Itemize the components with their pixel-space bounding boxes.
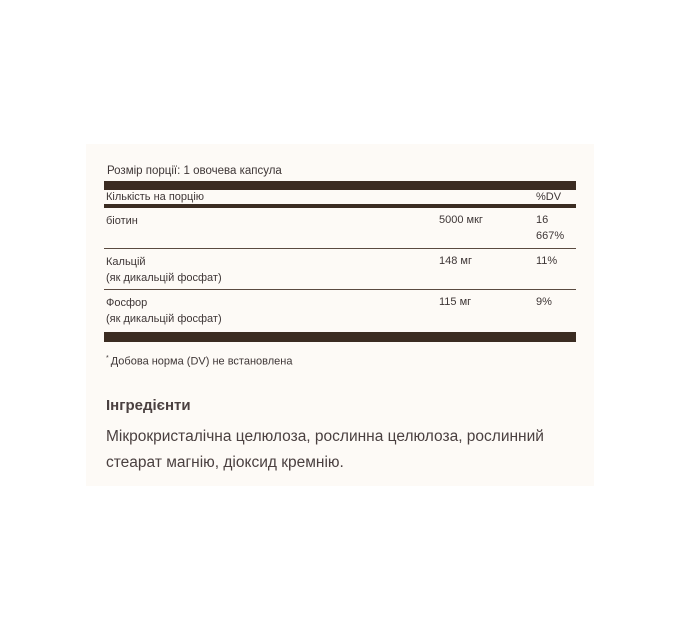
supplement-facts-panel <box>86 144 594 486</box>
nutrient-amount: 5000 мкг <box>439 214 483 226</box>
nutrient-dv-line1: 16 <box>536 214 549 226</box>
nutrient-name-main: Кальцій <box>106 256 146 268</box>
nutrient-dv-line2: 667% <box>536 230 565 242</box>
nutrient-name <box>106 213 138 229</box>
nutrient-dv <box>536 212 576 244</box>
bottom-thick-rule <box>104 332 576 342</box>
nutrient-amount: 148 мг <box>439 255 472 267</box>
table-row <box>104 208 576 248</box>
table-row <box>104 290 576 332</box>
nutrient-name <box>106 254 222 286</box>
table-row <box>104 249 576 289</box>
top-thick-rule <box>104 181 576 190</box>
serving-size: Розмір порції: 1 овочева капсула <box>107 165 282 177</box>
nutrient-name-sub: (як дикальцій фосфат) <box>106 313 222 325</box>
nutrient-name-sub: (як дикальцій фосфат) <box>106 272 222 284</box>
nutrient-dv-line1: 9% <box>536 296 552 308</box>
footnote-mark: * <box>106 355 109 362</box>
nutrient-amount: 115 мг <box>439 296 472 308</box>
dv-footnote <box>106 352 576 369</box>
nutrient-dv-line1: 11% <box>536 255 558 267</box>
ingredients-text: Мікрокристалічна целюлоза, рослинна целюлоза, рослинний стеарат магнію, діоксид кремнію. <box>106 428 544 471</box>
nutrient-name <box>106 295 222 327</box>
nutrient-dv <box>536 253 576 269</box>
nutrient-dv <box>536 294 576 310</box>
dv-header-label: %DV <box>536 191 562 203</box>
amount-per-serving-label: Кількість на порцію <box>106 191 205 203</box>
footnote-text: Добова норма (DV) не встановлена <box>110 355 293 368</box>
nutrient-name-main: Фосфор <box>106 297 148 309</box>
table-header <box>104 190 576 204</box>
ingredients-title: Інгредієнти <box>106 397 191 414</box>
nutrient-name-main: біотин <box>106 215 138 227</box>
supplement-facts-table <box>104 164 576 369</box>
